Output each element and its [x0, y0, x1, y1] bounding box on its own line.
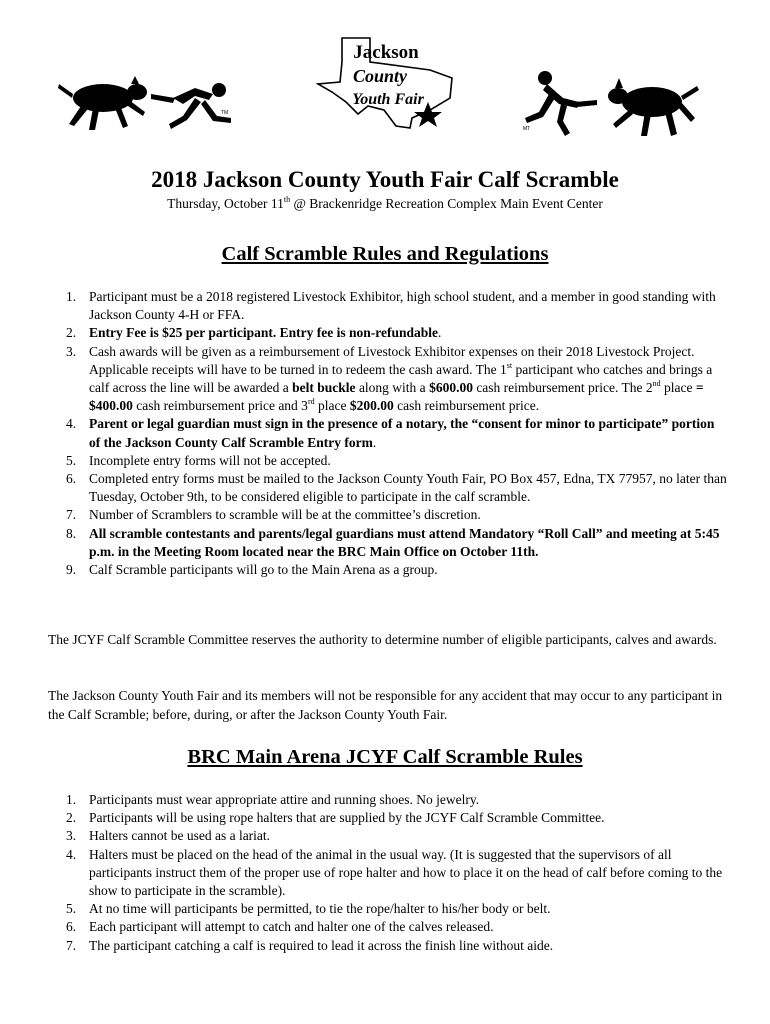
- rule-item: 2. Entry Fee is $25 per participant. Entry fee is non-refundable.: [66, 325, 442, 341]
- calf-scramble-left-illustration: [55, 68, 240, 138]
- trademark-left: TM: [221, 110, 229, 116]
- main-arena-rules-list: [48, 791, 728, 955]
- rule-item: 7. The participant catching a calf is required to lead it across the finish line without aide.: [66, 937, 554, 953]
- rule-item: 7. Number of Scramblers to scramble will be at the committee’s discretion.: [66, 507, 481, 523]
- rules-regulations-heading: Calf Scramble Rules and Regulations: [221, 243, 549, 265]
- main-arena-rules-heading: BRC Main Arena JCYF Calf Scramble Rules: [187, 746, 583, 768]
- subtitle-date: Thursday, October 11: [167, 196, 284, 211]
- rule-item: 9. Calf Scramble participants will go to the Main Arena as a group.: [66, 562, 438, 578]
- rule-item: 2. Participants will be using rope halters that are supplied by the JCYF Calf Scramble Committee.: [66, 810, 605, 826]
- rule-item: 6. Each participant will attempt to catch and halter one of the calves released.: [66, 919, 494, 935]
- jackson-county-youth-fair-logo: [312, 32, 457, 130]
- rule-item: 1. Participants must wear appropriate attire and running shoes. No jewelry.: [66, 792, 480, 807]
- event-subtitle: [0, 195, 770, 213]
- logo-text-county: County: [352, 66, 408, 86]
- header-artwork: [0, 0, 770, 165]
- rule-item: 1. Participant must be a 2018 registered Livestock Exhibitor, high school student, and a member in good standing with Jackson County 4-H or FFA.: [66, 289, 716, 323]
- subtitle-date-suffix: th: [283, 195, 291, 204]
- logo-text-youth-fair: Youth Fair: [352, 91, 424, 108]
- liability-disclaimer-paragraph: The Jackson County Youth Fair and its members will not be responsible for any accident that may occur to any participant in the Calf Scramble; before, during, or after the Jackson County Youth Fair.: [48, 688, 723, 722]
- rule-item: 5. At no time will participants be permitted, to tie the rope/halter to his/her body or belt.: [66, 901, 551, 917]
- rule-item: 4. Halters must be placed on the head of the animal in the usual way. (It is suggested that the supervisors of all participants instruct them of the proper use of rope halter and how to place it on the head of calf before coming to the show to participate in the scramble).: [66, 846, 723, 899]
- subtitle-location: @ Brackenridge Recreation Complex Main Event Center: [290, 196, 603, 211]
- committee-authority-paragraph: The JCYF Calf Scramble Committee reserves the authority to determine number of eligible participants, calves and awards.: [48, 632, 717, 647]
- rules-regulations-list: [48, 288, 728, 579]
- rule-item: 8. All scramble contestants and parents/legal guardians must attend Mandatory “Roll Call” and meeting at 5:45 p.m. in the Meeting Room located near the BRC Main Office on October 11th.: [66, 525, 720, 559]
- rule-item: 6. Completed entry forms must be mailed to the Jackson County Youth Fair, PO Box 457, Edna, TX 77957, no later than Tuesday, October 9th, to be considered eligible to participate in the calf scramble.: [66, 471, 727, 505]
- rule-item: 5. Incomplete entry forms will not be accepted.: [66, 452, 331, 468]
- rule-item: 3. Cash awards will be given as a reimbursement of Livestock Exhibitor expenses on their 2018 Livestock Project. Applicable receipts will have to be turned in to redeem the cash award. The 1st participant who catches and brings a calf across the line will be awarded a belt buckle along with a $600.00 cash reimbursement price. The 2nd place = $400.00 cash reimbursement price and 3rd place $200.00 cash reimbursement price.: [66, 343, 713, 414]
- trademark-right: MT: [523, 126, 531, 132]
- event-title: 2018 Jackson County Youth Fair Calf Scramble: [151, 167, 619, 192]
- logo-text-jackson: Jackson: [353, 42, 419, 63]
- calf-scramble-right-illustration: [517, 64, 702, 144]
- rule-item: 4. Parent or legal guardian must sign in the presence of a notary, the “consent for minor to participate” portion of the Jackson County Calf Scramble Entry form.: [66, 416, 715, 450]
- rule-item: 3. Halters cannot be used as a lariat.: [66, 828, 271, 844]
